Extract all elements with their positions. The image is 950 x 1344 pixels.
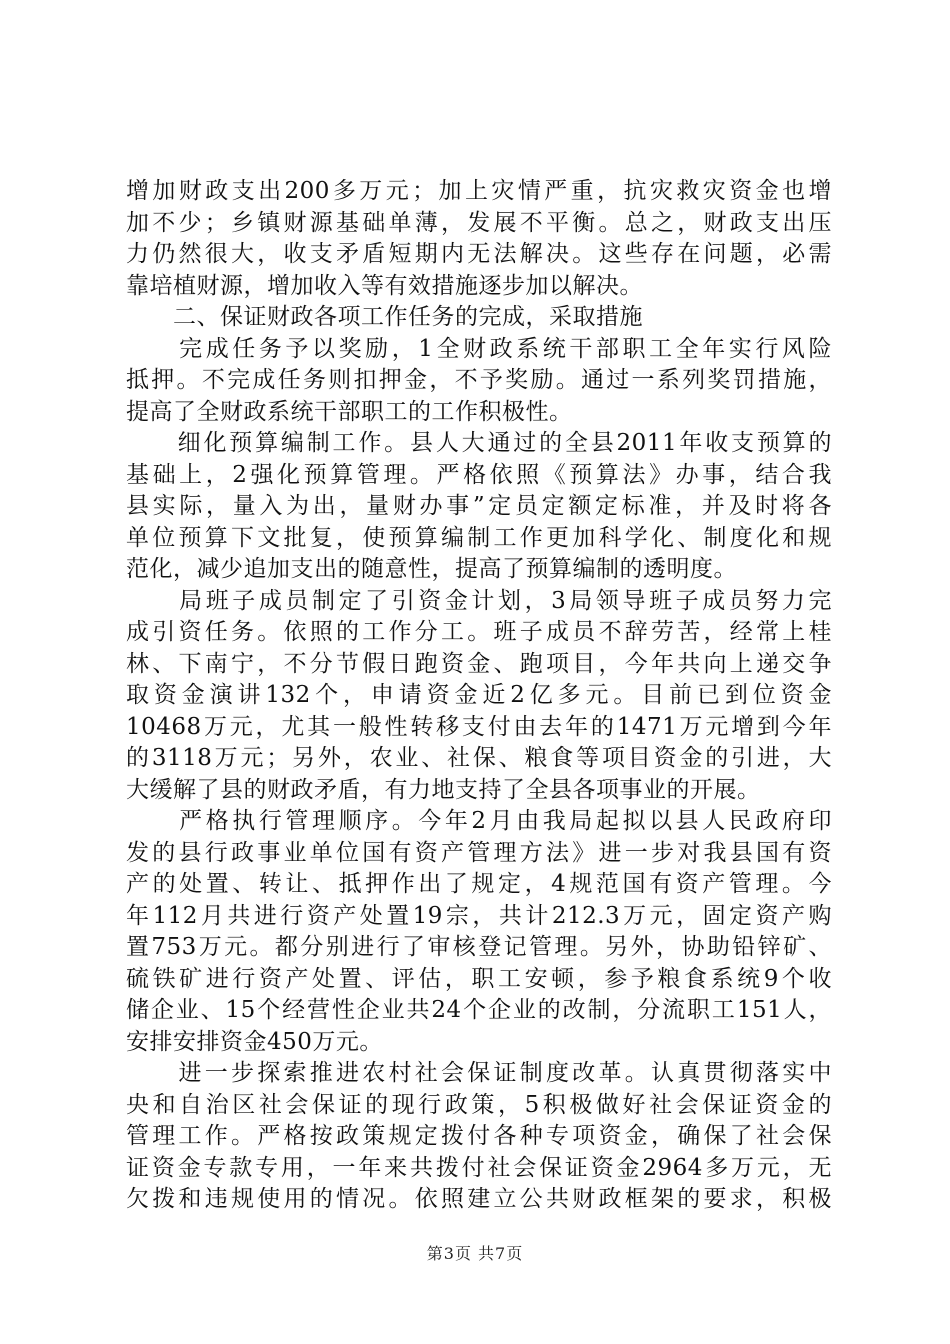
section-heading: 二、保证财政各项工作任务的完成，采取措施: [126, 304, 643, 330]
text-line: 置753万元。都分别进行了审核登记管理。另外，协助铅锌矿、: [126, 934, 832, 960]
text-line: 储企业、15个经营性企业共24个企业的改制，分流职工151人，: [126, 997, 832, 1023]
text-line: 证资金专款专用，一年来共拨付社会保证资金2964多万元，无: [126, 1154, 832, 1181]
text-line: 细化预算编制工作。县人大通过的全县2011年收支预算的: [126, 430, 832, 456]
text-line: 进一步探索推进农村社会保证制度改革。认真贯彻落实中: [126, 1060, 832, 1086]
text-line: 增加财政支出200多万元；加上灾情严重，抗灾救灾资金也增: [126, 178, 832, 204]
text-line: 加不少；乡镇财源基础单薄，发展不平衡。总之，财政支出压: [126, 209, 832, 236]
text-line: 力仍然很大，收支矛盾短期内无法解决。这些存在问题，必需: [126, 241, 832, 267]
text-line: 严格执行管理顺序。今年2月由我局起拟以县人民政府印: [126, 808, 832, 834]
text-line: 取资金演讲132个，申请资金近2亿多元。目前已到位资金: [126, 682, 832, 708]
text-line: 大缓解了县的财政矛盾，有力地支持了全县各项事业的开展。: [126, 776, 761, 803]
text-line: 央和自治区社会保证的现行政策，5积极做好社会保证资金的: [126, 1091, 832, 1118]
text-line: 硫铁矿进行资产处置、评估，职工安顿，参予粮食系统9个收: [126, 965, 832, 992]
text-line: 范化，减少追加支出的随意性，提高了预算编制的透明度。: [126, 556, 737, 582]
text-line: 年112月共进行资产处置19宗，共计212.3万元，固定资产购: [126, 902, 832, 929]
text-line: 基础上，2强化预算管理。严格依照《预算法》办事，结合我: [126, 461, 832, 488]
text-line: 靠培植财源，增加收入等有效措施逐步加以解决。: [126, 272, 643, 299]
text-line: 成引资任务。依照的工作分工。班子成员不辞劳苦，经常上桂: [126, 619, 832, 645]
text-line: 完成任务予以奖励，1全财政系统干部职工全年实行风险: [126, 335, 832, 362]
text-line: 管理工作。严格按政策规定拨付各种专项资金，确保了社会保: [126, 1123, 832, 1149]
text-line: 欠拨和违规使用的情况。依照建立公共财政框架的要求，积极: [126, 1186, 832, 1212]
text-line: 林、下南宁，不分节假日跑资金、跑项目，今年共向上递交争: [126, 650, 832, 677]
text-line: 县实际，量入为出，量财办事”定员定额定标准，并及时将各: [126, 493, 832, 519]
text-line: 10468万元，尤其一般性转移支付由去年的1471万元增到今年: [126, 713, 832, 740]
text-line: 抵押。不完成任务则扣押金，不予奖励。通过一系列奖罚措施，: [126, 367, 832, 393]
text-line: 单位预算下文批复，使预算编制工作更加科学化、制度化和规: [126, 524, 832, 551]
text-line: 产的处置、转让、抵押作出了规定，4规范国有资产管理。今: [126, 871, 832, 897]
text-line: 的3118万元；另外，农业、社保、粮食等项目资金的引进，大: [126, 745, 832, 771]
text-line: 安排安排资金450万元。: [126, 1028, 383, 1055]
text-line: 局班子成员制定了引资金计划，3局领导班子成员努力完: [126, 587, 832, 614]
text-line: 提高了全财政系统干部职工的工作积极性。: [126, 398, 573, 425]
page-footer: 第3页 共7页: [426, 1244, 524, 1263]
text-line: 发的县行政事业单位国有资产管理方法》进一步对我县国有资: [126, 839, 832, 866]
document-body: [126, 176, 832, 1216]
